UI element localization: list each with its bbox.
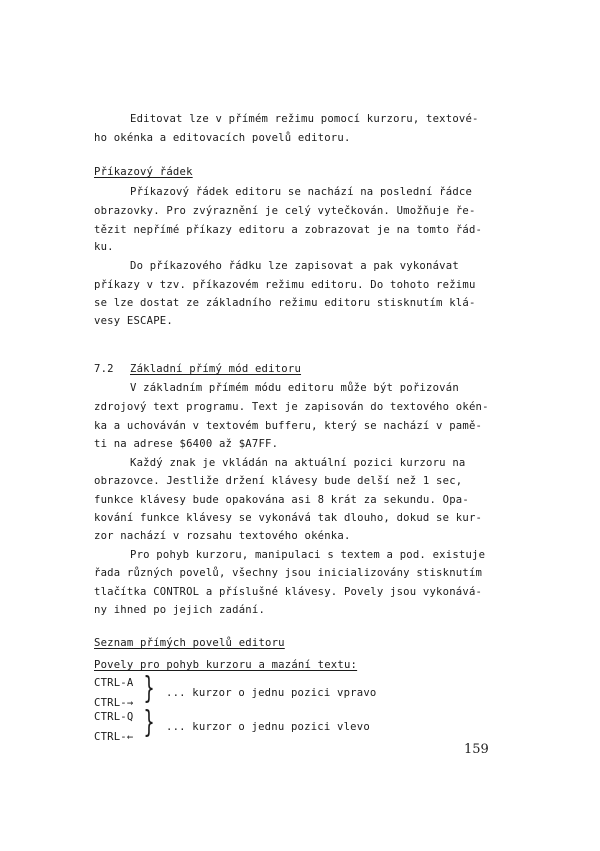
sec72-p3-line-2: řada různých povelů, všechny jsou inicializovány stisknutím: [94, 567, 483, 579]
prikazovy-p1-line-2: obrazovky. Pro zvýraznění je celý vytečkován. Umožňuje ře-: [94, 205, 476, 217]
sec72-p1-line-2: zdrojový text programu. Text je zapisován do textového okén-: [94, 401, 489, 413]
sec72-p1-line-1: V základním přímém módu editoru může být pořizován: [130, 382, 459, 394]
right-brace-icon: }: [143, 671, 155, 706]
prikazovy-p2-line-4: vesy ESCAPE.: [94, 315, 173, 327]
subheading-povely-pohyb: Povely pro pohyb kurzoru a mazání textu:: [94, 659, 358, 671]
command-key-ctrl-a: CTRL-A: [94, 677, 134, 689]
command-description-left: ... kurzor o jednu pozici vlevo: [166, 721, 370, 733]
prikazovy-p2-line-1: Do příkazového řádku lze zapisovat a pak vykonávat: [130, 260, 459, 272]
section-heading-zakladni-primy-mod: Základní přímý mód editoru: [130, 363, 302, 375]
command-description-right: ... kurzor o jednu pozici vpravo: [166, 687, 377, 699]
sec72-p2-line-5: zor nachází v rozsahu textového okénka.: [94, 530, 351, 542]
sec72-p1-line-4: ti na adrese $6400 až $A7FF.: [94, 438, 279, 450]
sec72-p2-line-3: funkce klávesy bude opakována asi 8 krát za sekundu. Opa-: [94, 494, 469, 506]
section-heading-seznam: Seznam přímých povelů editoru: [94, 637, 285, 649]
sec72-p3-line-1: Pro pohyb kurzoru, manipulaci s textem a pod. existuje: [130, 549, 486, 561]
section-heading-prikazovy-radek: Příkazový řádek: [94, 166, 193, 178]
prikazovy-p2-line-2: příkazy v tzv. příkazovém režimu editoru. Do tohoto režimu: [94, 279, 476, 291]
sec72-p3-line-4: ny ihned po jejich zadání.: [94, 604, 266, 616]
sec72-p1-line-3: ka a uchováván v textovém bufferu, který se nachází v pamě-: [94, 420, 483, 432]
prikazovy-p1-line-3: tězit nepřímé příkazy editoru a zobrazovat je na tomto řád-: [94, 224, 483, 236]
intro-line-2: ho okénka a editovacích povelů editoru.: [94, 132, 351, 144]
command-key-ctrl-q: CTRL-Q: [94, 711, 134, 723]
command-key-ctrl-right: CTRL-→: [94, 697, 134, 709]
sec72-p3-line-3: tlačítka CONTROL a příslušné klávesy. Povely jsou vykonává-: [94, 586, 483, 598]
prikazovy-p1-line-4: ku.: [94, 241, 114, 253]
prikazovy-p2-line-3: se lze dostat ze základního režimu editoru stisknutím klá-: [94, 297, 476, 309]
page-number: 159: [464, 742, 489, 757]
sec72-p2-line-2: obrazovce. Jestliže držení klávesy bude delší než 1 sec,: [94, 475, 463, 487]
sec72-p2-line-1: Každý znak je vkládán na aktuální pozici kurzoru na: [130, 457, 466, 469]
right-brace-icon: }: [143, 705, 155, 740]
command-key-ctrl-left: CTRL-←: [94, 731, 134, 743]
prikazovy-p1-line-1: Příkazový řádek editoru se nachází na poslední řádce: [130, 186, 473, 198]
intro-line-1: Editovat lze v přímém režimu pomocí kurzoru, textové-: [130, 113, 479, 125]
sec72-p2-line-4: kování funkce klávesy se vykonává tak dlouho, dokud se kur-: [94, 512, 483, 524]
section-number: 7.2: [94, 363, 114, 375]
